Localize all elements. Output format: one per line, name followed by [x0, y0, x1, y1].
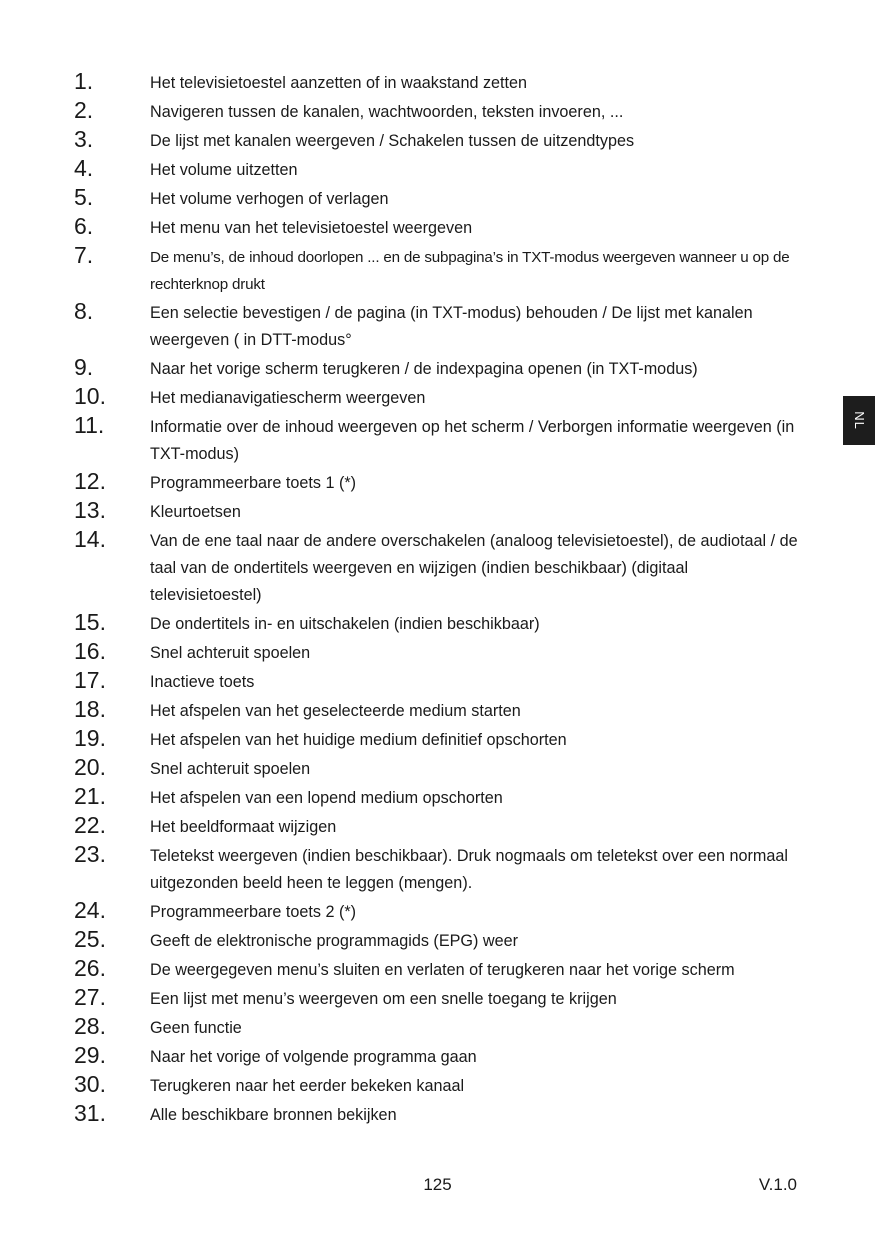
item-text: Het menu van het televisietoestel weergeven — [150, 219, 473, 237]
item-text: Het beeldformaat wijzigen — [150, 818, 337, 836]
item-text: Een selectie bevestigen / de pagina (in TXT-modus) behouden / De lijst met kanalen weergeven ( in DTT-modus° — [150, 304, 753, 349]
item-number: 17. — [74, 667, 106, 693]
item-text: Programmeerbare toets 1 (*) — [150, 474, 357, 492]
item-text: Het televisietoestel aanzetten of in waakstand zetten — [150, 74, 528, 92]
item-number: 13. — [74, 497, 106, 523]
list-item — [74, 638, 804, 667]
list-item — [74, 126, 804, 155]
item-text: Het volume verhogen of verlagen — [150, 190, 389, 208]
item-text: Navigeren tussen de kanalen, wachtwoorden, teksten invoeren, ... — [150, 103, 624, 121]
language-tab-label: NL — [851, 411, 867, 430]
item-number: 26. — [74, 955, 106, 981]
list-item — [74, 97, 804, 126]
function-list — [74, 68, 804, 1129]
list-item — [74, 1071, 804, 1100]
item-text: Alle beschikbare bronnen bekijken — [150, 1106, 397, 1124]
item-number: 16. — [74, 638, 106, 664]
item-number: 18. — [74, 696, 106, 722]
list-item — [74, 725, 804, 754]
item-number: 22. — [74, 812, 106, 838]
item-number: 25. — [74, 926, 106, 952]
list-item — [74, 897, 804, 926]
item-number: 2. — [74, 97, 94, 123]
item-number: 3. — [74, 126, 94, 152]
item-text: De weergegeven menu’s sluiten en verlaten of terugkeren naar het vorige scherm — [150, 961, 735, 979]
item-text: De ondertitels in- en uitschakelen (indien beschikbaar) — [150, 615, 540, 633]
item-text: Naar het vorige scherm terugkeren / de indexpagina openen (in TXT-modus) — [150, 360, 698, 378]
list-item — [74, 497, 804, 526]
item-number: 23. — [74, 841, 106, 867]
item-text: Kleurtoetsen — [150, 503, 241, 521]
item-text: Het afspelen van het geselecteerde medium starten — [150, 702, 521, 720]
list-item — [74, 468, 804, 497]
list-item — [74, 667, 804, 696]
list-item — [74, 812, 804, 841]
list-item — [74, 1100, 804, 1129]
item-text: Informatie over de inhoud weergeven op het scherm / Verborgen informatie weergeven (in TXT-modus) — [150, 418, 795, 463]
version-label: V.1.0 — [758, 1175, 797, 1194]
item-text: Het volume uitzetten — [150, 161, 298, 179]
item-text: Het afspelen van een lopend medium opschorten — [150, 789, 503, 807]
item-text: Terugkeren naar het eerder bekeken kanaal — [150, 1077, 465, 1095]
list-item — [74, 984, 804, 1013]
list-item — [74, 68, 804, 97]
list-item — [74, 412, 804, 468]
item-text: De lijst met kanalen weergeven / Schakelen tussen de uitzendtypes — [150, 132, 635, 150]
list-item — [74, 754, 804, 783]
list-item — [74, 298, 804, 354]
list-item — [74, 783, 804, 812]
item-text: Het medianavigatiescherm weergeven — [150, 389, 426, 407]
item-text: Geeft de elektronische programmagids (EPG) weer — [150, 932, 518, 950]
item-text: Een lijst met menu’s weergeven om een snelle toegang te krijgen — [150, 990, 617, 1008]
item-number: 1. — [74, 68, 94, 94]
item-number: 9. — [74, 354, 94, 380]
item-number: 24. — [74, 897, 106, 923]
item-text: Snel achteruit spoelen — [150, 644, 311, 662]
item-number: 7. — [74, 242, 94, 268]
item-number: 10. — [74, 383, 106, 409]
list-item — [74, 609, 804, 638]
list-item — [74, 841, 804, 897]
item-number: 4. — [74, 155, 94, 181]
item-number: 28. — [74, 1013, 106, 1039]
item-text: Snel achteruit spoelen — [150, 760, 311, 778]
list-item — [74, 955, 804, 984]
list-item — [74, 1013, 804, 1042]
item-text: Inactieve toets — [150, 673, 255, 691]
list-item — [74, 213, 804, 242]
item-text: Het afspelen van het huidige medium definitief opschorten — [150, 731, 567, 749]
item-text: Teletekst weergeven (indien beschikbaar). Druk nogmaals om teletekst over een normaal uitgezonden beeld heen te leggen (mengen). — [150, 847, 788, 892]
item-text: Programmeerbare toets 2 (*) — [150, 903, 357, 921]
list-item — [74, 926, 804, 955]
item-text: Van de ene taal naar de andere overschakelen (analoog televisietoestel), de audiotaal / de taal van de ondertitels weergeven en wijzigen (indien beschikbaar) (digitaal televisietoestel) — [150, 532, 798, 604]
list-item — [74, 696, 804, 725]
item-number: 30. — [74, 1071, 106, 1097]
list-item — [74, 184, 804, 213]
item-text: Naar het vorige of volgende programma gaan — [150, 1048, 477, 1066]
list-item — [74, 242, 804, 298]
language-tab — [843, 396, 875, 445]
item-number: 19. — [74, 725, 106, 751]
item-number: 11. — [74, 412, 105, 438]
list-item — [74, 526, 804, 609]
item-number: 27. — [74, 984, 106, 1010]
item-text: Geen functie — [150, 1019, 242, 1037]
item-number: 31. — [74, 1100, 106, 1126]
list-item — [74, 155, 804, 184]
item-number: 21. — [74, 783, 106, 809]
item-number: 12. — [74, 468, 106, 494]
item-number: 14. — [74, 526, 106, 552]
list-item — [74, 383, 804, 412]
list-item — [74, 1042, 804, 1071]
item-number: 8. — [74, 298, 94, 324]
item-text: De menu’s, de inhoud doorlopen ... en de subpagina’s in TXT-modus weergeven wanneer u op de rechterknop drukt — [150, 249, 790, 293]
item-number: 6. — [74, 213, 94, 239]
item-number: 15. — [74, 609, 106, 635]
item-number: 5. — [74, 184, 94, 210]
page-number: 125 — [423, 1175, 452, 1194]
list-item — [74, 354, 804, 383]
item-number: 20. — [74, 754, 106, 780]
item-number: 29. — [74, 1042, 106, 1068]
